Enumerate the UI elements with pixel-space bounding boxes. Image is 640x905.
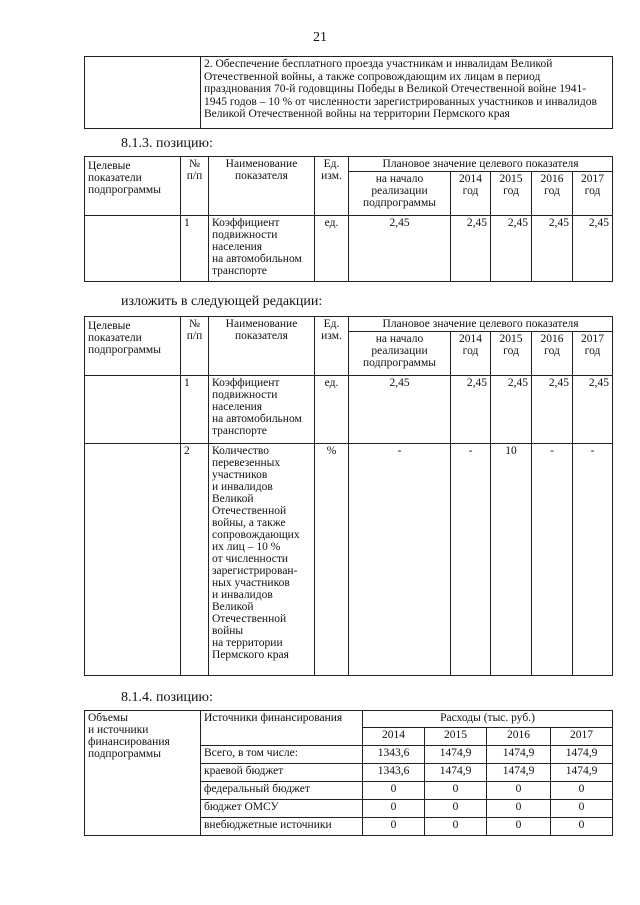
start-value: 2,45 — [349, 376, 451, 444]
value-2014: 2,45 — [451, 376, 491, 444]
indicator-name: Количество перевезенных участников и инвалидов Великой Отечественной войны, а также сопровождающих их лиц – 10 % от численности зарегистрирован- ных участников и инвалидов Великой Отечественной войны на территории Пермского края — [209, 444, 315, 676]
empty-cell — [85, 444, 181, 676]
indicator-name: Коэффициент подвижности населения на автомобильном транспорте — [209, 376, 315, 444]
number-header: № п/п — [181, 317, 209, 376]
start-value: - — [349, 444, 451, 676]
expense-value: 1343,6 — [363, 764, 425, 782]
expense-value: 1474,9 — [425, 746, 487, 764]
expense-value: 1474,9 — [487, 746, 551, 764]
value-2017: 2,45 — [573, 376, 613, 444]
value-2016: 2,45 — [532, 376, 573, 444]
indicator-unit: ед. — [315, 376, 349, 444]
empty-cell — [85, 376, 181, 444]
expense-value: 0 — [363, 782, 425, 800]
source-name: бюджет ОМСУ — [201, 800, 363, 818]
expense-value: 0 — [551, 782, 613, 800]
value-2017: - — [573, 444, 613, 676]
heading-new-edition: изложить в следующей редакции: — [121, 294, 323, 309]
expense-value: 0 — [425, 800, 487, 818]
year-header: 2015 — [425, 728, 487, 746]
expense-value: 0 — [487, 818, 551, 836]
expense-value: 1474,9 — [487, 764, 551, 782]
value-2016: - — [532, 444, 573, 676]
value-2017: 2,45 — [573, 216, 613, 282]
expenses-header: Расходы (тыс. руб.) — [363, 711, 613, 728]
name-header: Наименование показателя — [209, 317, 315, 376]
year-2014-header: 2014 год — [451, 332, 491, 376]
year-2014-header: 2014 год — [451, 172, 491, 216]
expense-value: 0 — [363, 818, 425, 836]
goal-indicators-label: Целевые показатели подпрограммы — [85, 157, 181, 216]
goal-indicators-label: Целевые показатели подпрограммы — [85, 317, 181, 376]
finance-label: Объемы и источники финансирования подпрограммы — [85, 711, 201, 836]
value-2015: 2,45 — [491, 376, 532, 444]
row-number: 1 — [181, 216, 209, 282]
expense-value: 0 — [487, 800, 551, 818]
name-header: Наименование показателя — [209, 157, 315, 216]
unit-header: Ед. изм. — [315, 157, 349, 216]
top-box-empty-cell — [85, 57, 201, 129]
indicator-unit: % — [315, 444, 349, 676]
heading-814: 8.1.4. позицию: — [121, 690, 213, 705]
planned-value-header: Плановое значение целевого показателя — [349, 157, 613, 172]
start-header: на начало реализации подпрограммы — [349, 172, 451, 216]
source-name: Всего, в том числе: — [201, 746, 363, 764]
indicator-table-old — [84, 156, 613, 282]
sources-header: Источники финансирования — [201, 711, 363, 746]
indicator-unit: ед. — [315, 216, 349, 282]
year-2016-header: 2016 год — [532, 332, 573, 376]
value-2015: 10 — [491, 444, 532, 676]
row-number: 2 — [181, 444, 209, 676]
expense-value: 1474,9 — [551, 746, 613, 764]
value-2014: - — [451, 444, 491, 676]
year-2017-header: 2017 год — [573, 332, 613, 376]
expense-value: 1474,9 — [425, 764, 487, 782]
page-number: 21 — [313, 30, 327, 45]
source-name: федеральный бюджет — [201, 782, 363, 800]
year-header: 2017 — [551, 728, 613, 746]
indicator-name: Коэффициент подвижности населения на автомобильном транспорте — [209, 216, 315, 282]
top-box-table — [84, 56, 613, 129]
expense-value: 0 — [363, 800, 425, 818]
expense-value: 0 — [425, 782, 487, 800]
value-2015: 2,45 — [491, 216, 532, 282]
empty-cell — [85, 216, 181, 282]
year-header: 2016 — [487, 728, 551, 746]
row-number: 1 — [181, 376, 209, 444]
heading-813: 8.1.3. позицию: — [121, 136, 213, 151]
finance-table — [84, 710, 613, 836]
expense-value: 0 — [487, 782, 551, 800]
expense-value: 0 — [425, 818, 487, 836]
source-name: внебюджетные источники — [201, 818, 363, 836]
expense-value: 0 — [551, 818, 613, 836]
unit-header: Ед. изм. — [315, 317, 349, 376]
start-value: 2,45 — [349, 216, 451, 282]
expense-value: 1343,6 — [363, 746, 425, 764]
year-2015-header: 2015 год — [491, 332, 532, 376]
year-2016-header: 2016 год — [532, 172, 573, 216]
value-2016: 2,45 — [532, 216, 573, 282]
number-header: № п/п — [181, 157, 209, 216]
expense-value: 1474,9 — [551, 764, 613, 782]
source-name: краевой бюджет — [201, 764, 363, 782]
year-2017-header: 2017 год — [573, 172, 613, 216]
indicator-table-new — [84, 316, 613, 676]
year-header: 2014 — [363, 728, 425, 746]
start-header: на начало реализации подпрограммы — [349, 332, 451, 376]
top-box-text: 2. Обеспечение бесплатного проезда участникам и инвалидам Великой Отечественной войны, а также сопровождающим их лицам в период празднования 70-й годовщины Победы в Великой Отечественной войне 1941-1945 годов – 10 % от численности зарегистрированных участников и инвалидов Великой Отечественной войны на территории Пермского края — [201, 57, 613, 129]
year-2015-header: 2015 год — [491, 172, 532, 216]
value-2014: 2,45 — [451, 216, 491, 282]
expense-value: 0 — [551, 800, 613, 818]
planned-value-header: Плановое значение целевого показателя — [349, 317, 613, 332]
